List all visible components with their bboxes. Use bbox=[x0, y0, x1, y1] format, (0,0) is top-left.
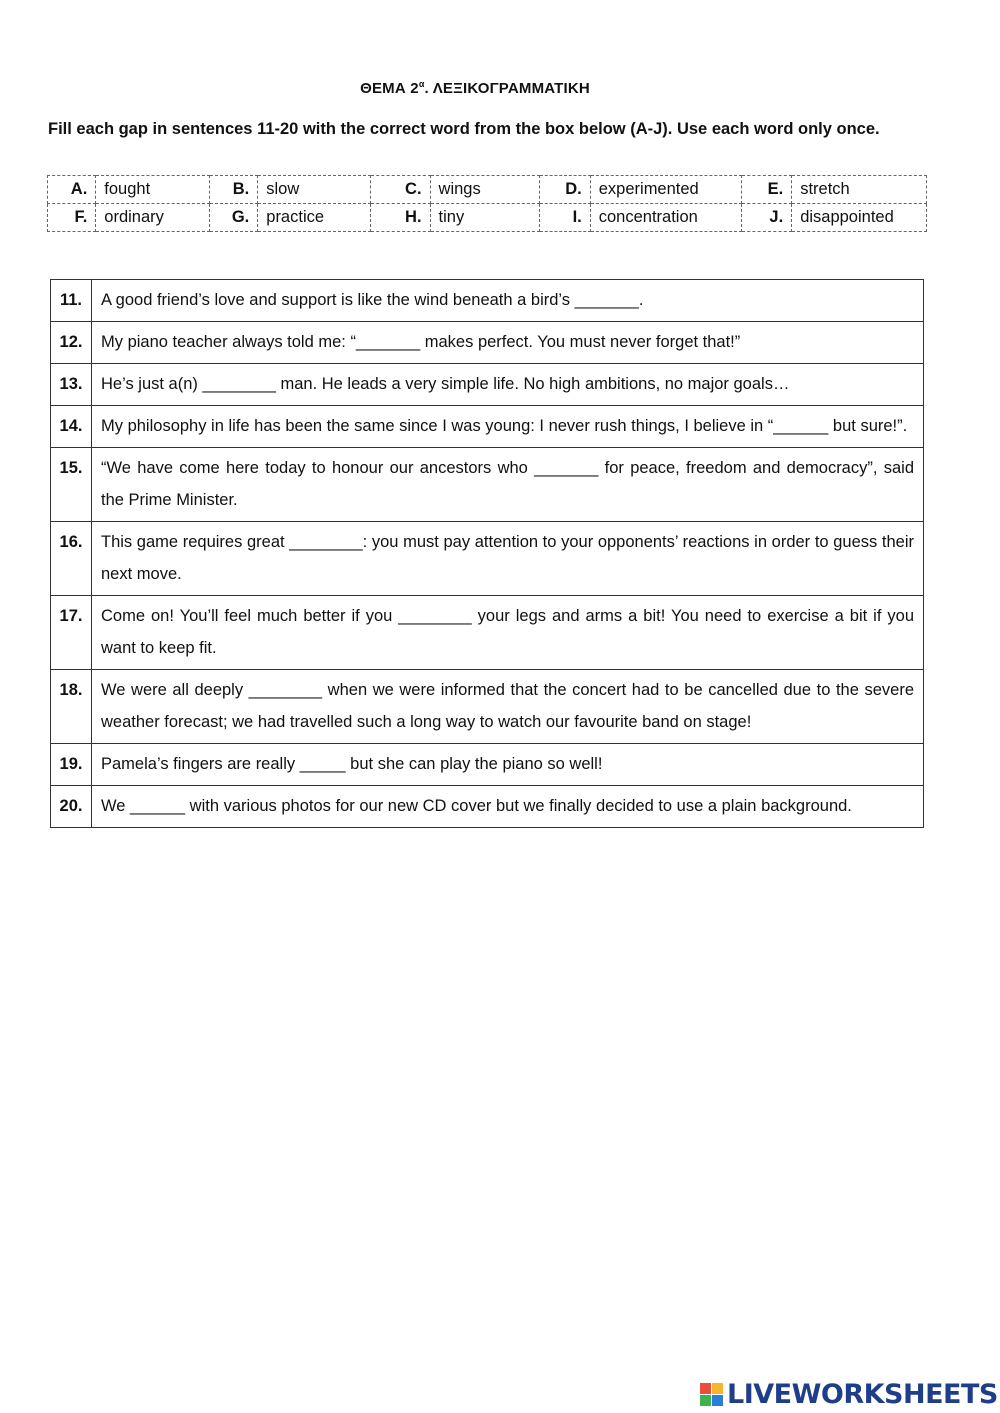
sentence-text: We ______ with various photos for our new CD cover but we finally decided to use a plain background. bbox=[92, 786, 924, 828]
word-box-row bbox=[48, 204, 927, 232]
sentence-number: 20. bbox=[51, 786, 92, 828]
sentence-text: My philosophy in life has been the same since I was young: I never rush things, I believe in “______ but sure!”. bbox=[92, 406, 924, 448]
sentence-text: Come on! You’ll feel much better if you ________ your legs and arms a bit! You need to exercise a bit if you want to keep fit. bbox=[92, 596, 924, 670]
word-box-word: practice bbox=[258, 204, 371, 232]
sentence-number: 14. bbox=[51, 406, 92, 448]
instructions: Fill each gap in sentences 11-20 with the correct word from the box below (A-J). Use each word only once. bbox=[48, 120, 880, 138]
sentence-text: My piano teacher always told me: “_______ makes perfect. You must never forget that!” bbox=[92, 322, 924, 364]
word-box-word: wings bbox=[430, 176, 539, 204]
sentence-number: 11. bbox=[51, 280, 92, 322]
liveworksheets-logo bbox=[700, 1377, 998, 1411]
sentence-row bbox=[51, 322, 924, 364]
sentence-row bbox=[51, 596, 924, 670]
word-box-row bbox=[48, 176, 927, 204]
sentence-row bbox=[51, 670, 924, 744]
sentence-number: 19. bbox=[51, 744, 92, 786]
sentence-row bbox=[51, 522, 924, 596]
sentence-number: 18. bbox=[51, 670, 92, 744]
sentence-number: 16. bbox=[51, 522, 92, 596]
word-box-letter: F. bbox=[48, 204, 96, 232]
word-box-letter: B. bbox=[209, 176, 258, 204]
word-box-letter: D. bbox=[539, 176, 590, 204]
word-box-word: stretch bbox=[792, 176, 927, 204]
sentences-table bbox=[50, 279, 924, 828]
sentence-row bbox=[51, 786, 924, 828]
word-box-letter: A. bbox=[48, 176, 96, 204]
word-box-word: fought bbox=[96, 176, 209, 204]
word-box-letter: J. bbox=[741, 204, 791, 232]
word-box-letter: G. bbox=[209, 204, 258, 232]
word-box-word: experimented bbox=[590, 176, 741, 204]
word-box-word: disappointed bbox=[792, 204, 927, 232]
word-box bbox=[47, 175, 927, 232]
sentence-row bbox=[51, 448, 924, 522]
logo-mark-icon bbox=[700, 1383, 723, 1406]
word-box-word: concentration bbox=[590, 204, 741, 232]
word-box-word: slow bbox=[258, 176, 371, 204]
word-box-word: tiny bbox=[430, 204, 539, 232]
word-box-letter: H. bbox=[370, 204, 430, 232]
sentence-text: A good friend’s love and support is like the wind beneath a bird’s _______. bbox=[92, 280, 924, 322]
page-title: ΘΕΜΑ $2^\alpha$. ΛΕΞΙΚΟΓΡΑΜΜΑΤΙΚΗ bbox=[360, 79, 590, 97]
word-box-letter: C. bbox=[370, 176, 430, 204]
sentence-row bbox=[51, 364, 924, 406]
sentence-number: 12. bbox=[51, 322, 92, 364]
sentence-text: Pamela’s fingers are really _____ but she can play the piano so well! bbox=[92, 744, 924, 786]
sentence-row bbox=[51, 406, 924, 448]
sentence-text: He’s just a(n) ________ man. He leads a very simple life. No high ambitions, no major goals… bbox=[92, 364, 924, 406]
sentence-text: “We have come here today to honour our ancestors who _______ for peace, freedom and democracy”, said the Prime Minister. bbox=[92, 448, 924, 522]
sentence-text: This game requires great ________: you must pay attention to your opponents’ reactions in order to guess their next move. bbox=[92, 522, 924, 596]
logo-text: LIVEWORKSHEETS bbox=[727, 1378, 998, 1410]
sentence-number: 17. bbox=[51, 596, 92, 670]
sentence-row bbox=[51, 744, 924, 786]
sentence-row bbox=[51, 280, 924, 322]
sentence-text: We were all deeply ________ when we were informed that the concert had to be cancelled due to the severe weather forecast; we had travelled such a long way to watch our favourite band on stage! bbox=[92, 670, 924, 744]
word-box-letter: E. bbox=[741, 176, 791, 204]
sentence-number: 13. bbox=[51, 364, 92, 406]
word-box-word: ordinary bbox=[96, 204, 209, 232]
sentence-number: 15. bbox=[51, 448, 92, 522]
word-box-letter: I. bbox=[539, 204, 590, 232]
